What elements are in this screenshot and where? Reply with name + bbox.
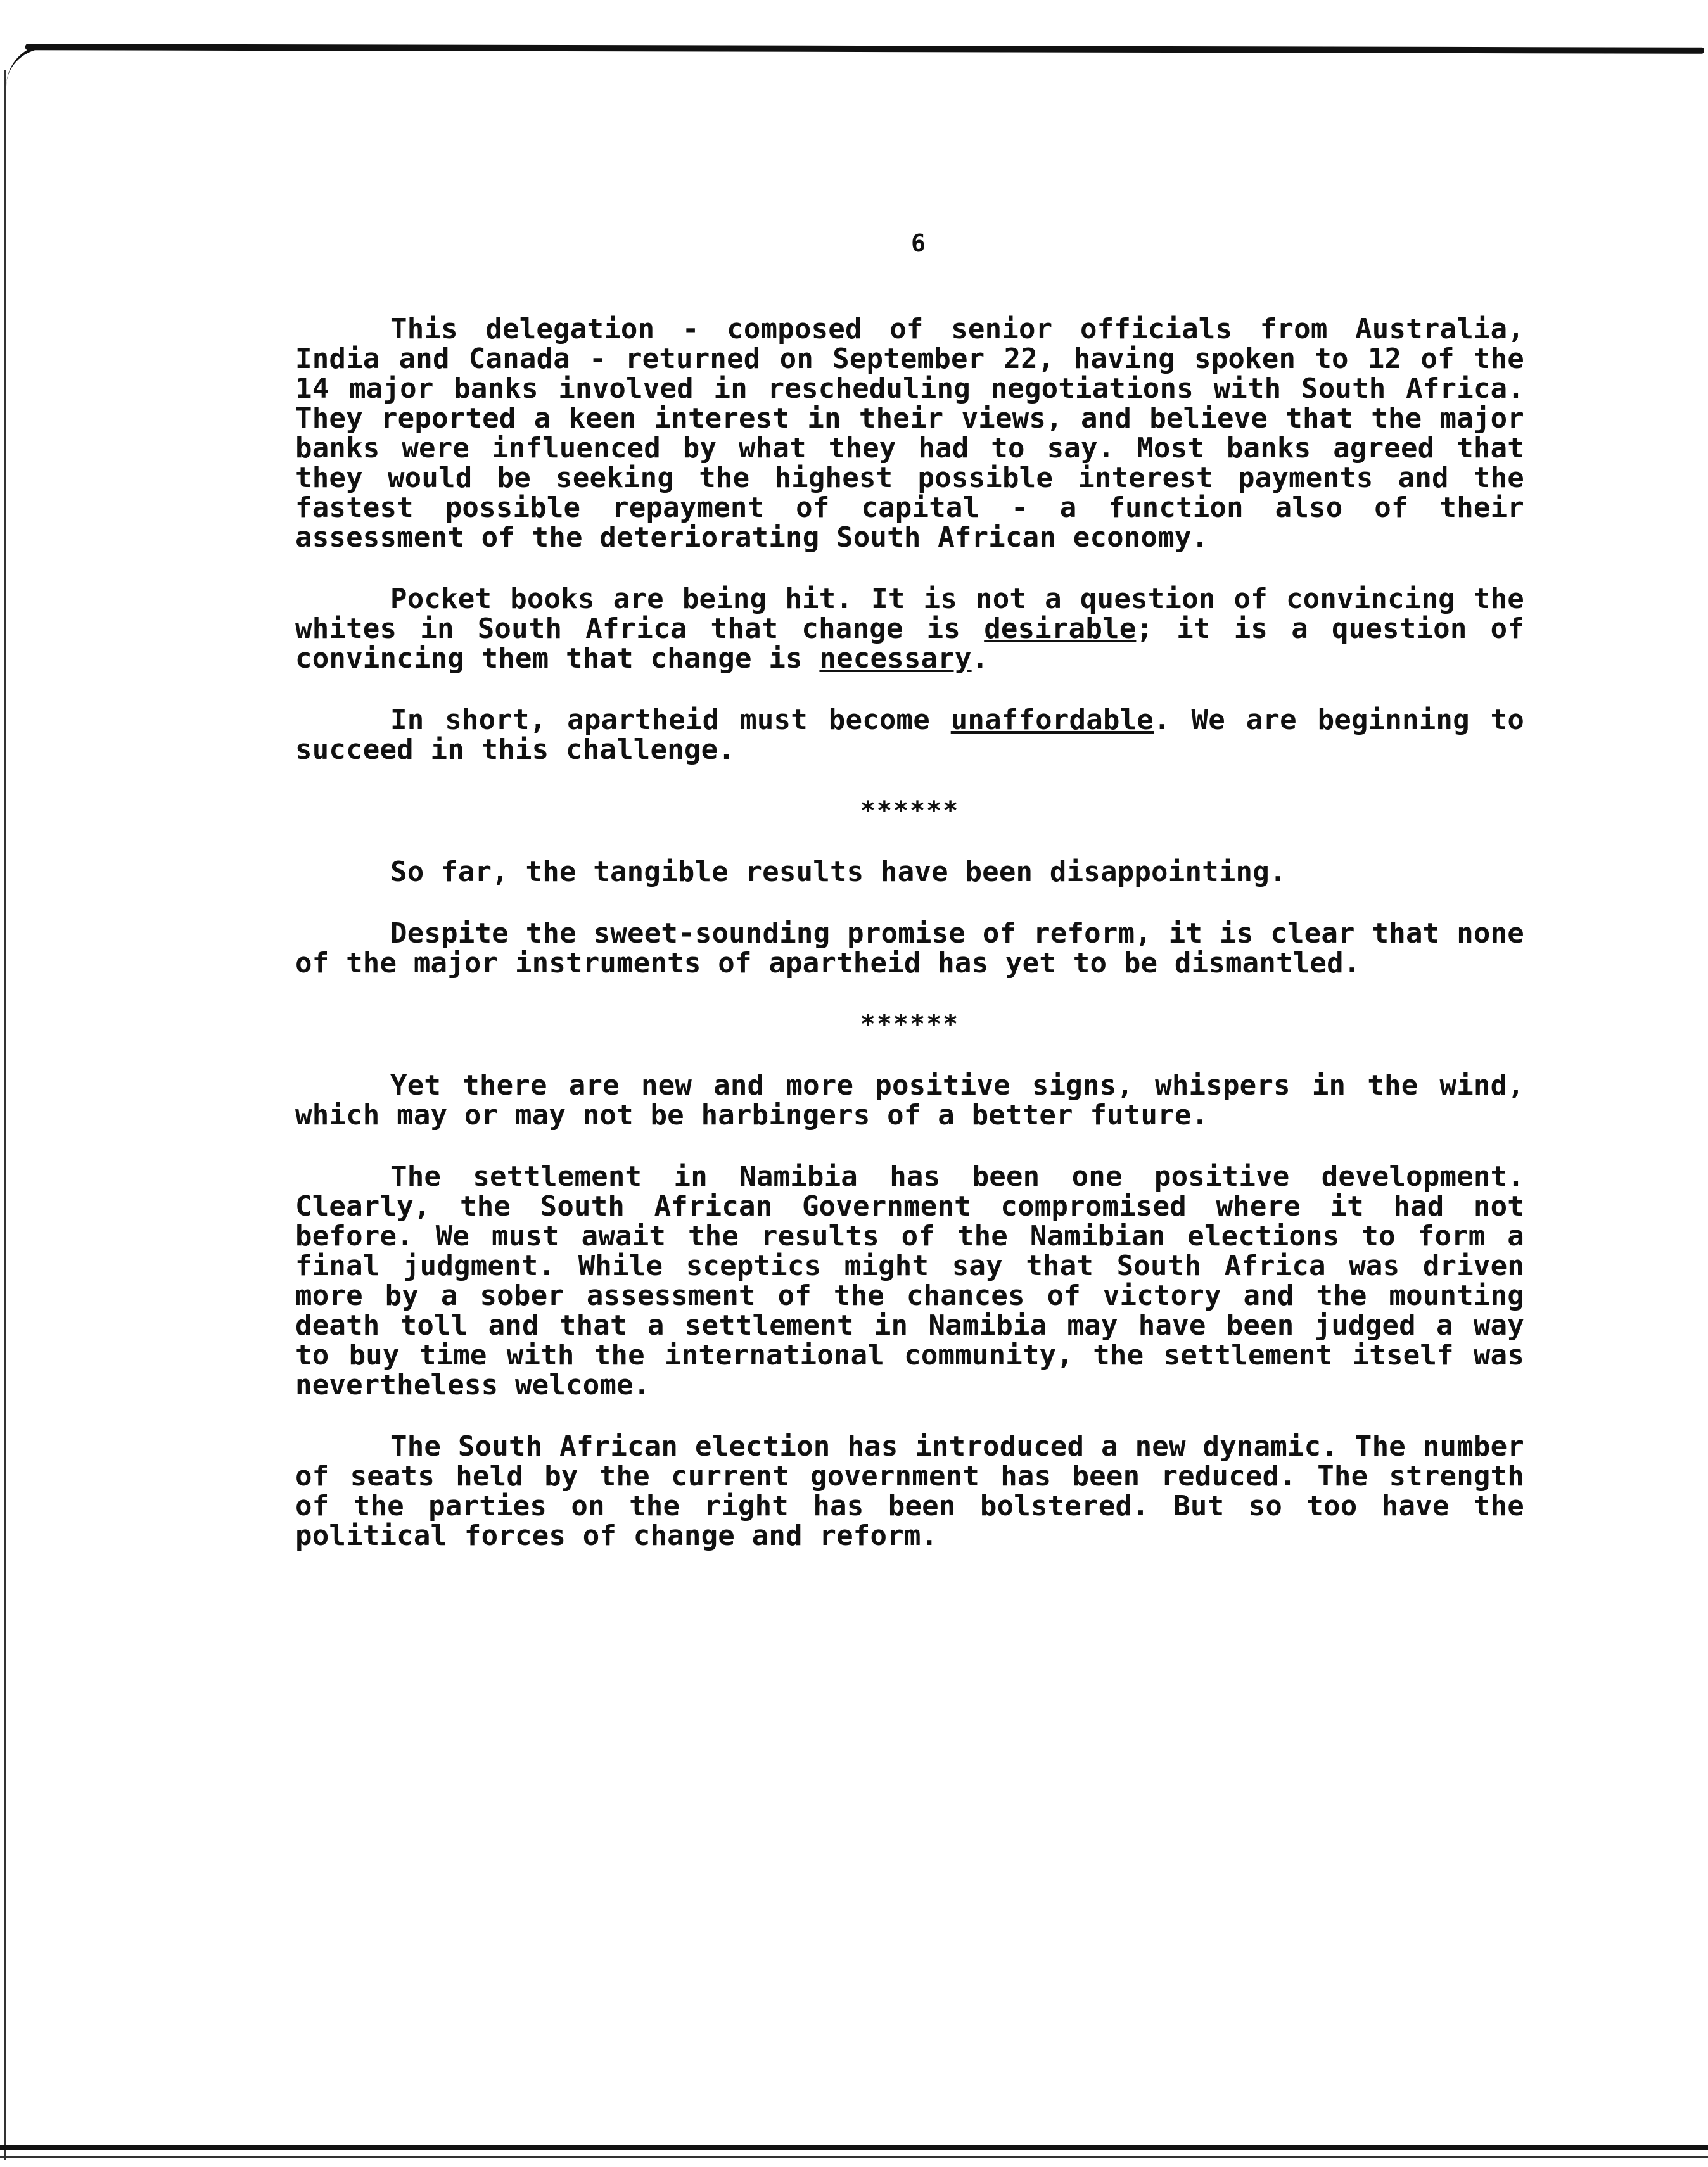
scan-edge-curl (6, 44, 101, 86)
paragraph-tangible-results: So far, the tangible results have been disappointing. (390, 856, 1287, 888)
paragraph-reform-promise: Despite the sweet-sounding promise of reform, it is clear that none of the major instruments of apartheid has yet to be dismantled. (295, 917, 1524, 979)
page-number: 6 (911, 229, 926, 257)
scan-bottom-border (0, 2145, 1708, 2150)
paragraph-namibia: The settlement in Namibia has been one positive development. Clearly, the South African Government compromised where it had not before. We must await the results of the Namibian elections to form a final judgment. While sceptics might say that South Africa was driven more by a sober assessment of the chances of victory and the mounting death toll and that a settlement in Namibia may have been judged a way to buy time with the international community, the settlement itself was nevertheless welcome. (295, 1160, 1524, 1401)
paragraph-unaffordable-text-a: In short, apartheid must become (390, 704, 951, 736)
underlined-desirable: desirable (984, 613, 1137, 645)
paragraph-delegation: This delegation - composed of senior officials from Australia, India and Canada - returned on September 22, having spoken to 12 of the 14 major banks involved in rescheduling negotiations with South Africa. They reported a keen interest in their views, and believe that the major banks were influenced by what they had to say. Most banks agreed that they would be seeking the highest possible interest payments and the fastest possible repayment of capital - a function also of their assessment of the deteriorating South African economy. (295, 313, 1524, 554)
paragraph-election: The South African election has introduced a new dynamic. The number of seats held by the current government has been reduced. The strength of the parties on the right has been bolstered. But so too have the political forces of change and reform. (295, 1430, 1524, 1552)
document-body (295, 314, 1524, 1582)
paragraph-pocket-books-text-c: . (971, 642, 989, 675)
scan-left-border (4, 70, 6, 2160)
section-separator-2: ****** (860, 1010, 960, 1039)
paragraph-unaffordable-text-b: . We are beginning to succeed in this challenge. (295, 704, 1525, 766)
paragraph-pocket-books (295, 584, 1524, 673)
paragraph-pocket-books-text-a: Pocket books are being hit. It is not a question of convincing the whites in South Africa that change is (295, 583, 1524, 645)
paragraph-positive-signs: Yet there are new and more positive signs, whispers in the wind, which may or may not be harbingers of a better future. (295, 1069, 1524, 1131)
paragraph-pocket-books-text-b: ; it is a question of convincing them that change is (295, 613, 1525, 675)
paragraph-unaffordable (295, 705, 1524, 765)
section-separator-1: ****** (860, 796, 960, 825)
underlined-unaffordable: unaffordable (950, 704, 1154, 736)
scan-top-border (25, 44, 1704, 54)
underlined-necessary: necessary (819, 642, 972, 675)
scan-bottom-border-thin (0, 2156, 1708, 2158)
